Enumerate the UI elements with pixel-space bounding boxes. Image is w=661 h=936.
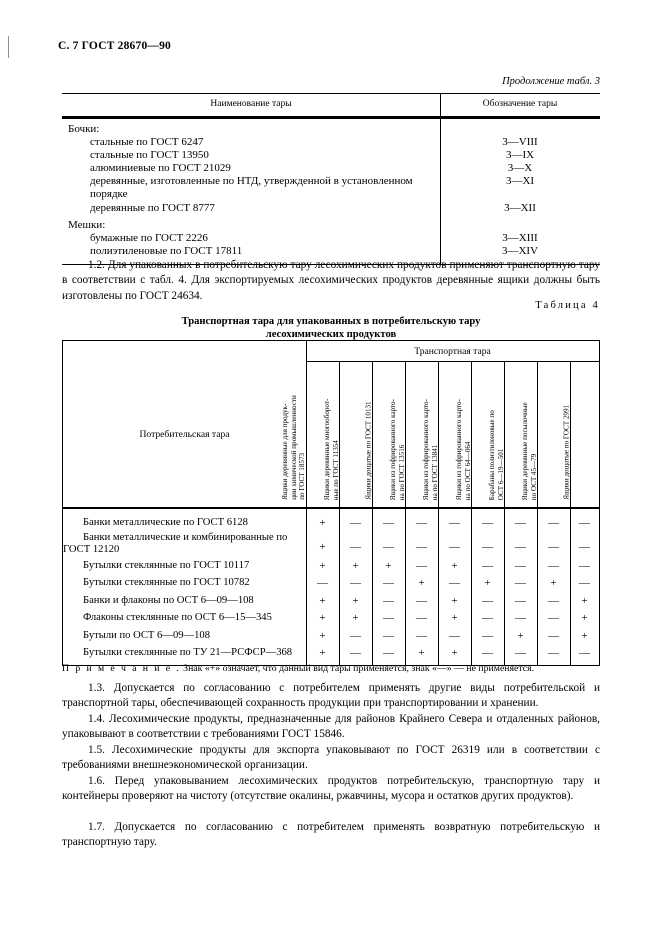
table-cell-code: 3—XII (504, 201, 536, 214)
table-cell-mark: — (548, 647, 559, 660)
col-header-line: на по ОСТ 64—064 (463, 441, 472, 500)
table-cell-code: 3—XIV (501, 245, 539, 258)
table-4-group-header-label: Транспортная тара (414, 346, 491, 357)
table-cell-mark: — (383, 577, 394, 590)
table-cell-mark: — (579, 647, 590, 660)
table-4 (62, 340, 600, 666)
table-cell-mark: + (550, 577, 557, 590)
table-cell-name: деревянные по ГОСТ 8777 (90, 201, 215, 214)
table-row (63, 592, 599, 610)
table-row (63, 532, 599, 557)
col-header-line: Барабаны полиэтиленовые по (487, 410, 496, 500)
paragraph-1-2-text: 1.2. Для упакованных в потребительскую тару лесохимических продуктов применяют транспортную тару в соответствии с табл. 4. Для экспортируемых лесохимических продуктов деревянные ящики должны быть изготовлены по ГОСТ 24634. (62, 259, 600, 302)
table-row (62, 232, 600, 245)
table-cell-mark: + (418, 647, 425, 660)
table-cell-mark: — (579, 540, 590, 553)
table-row (63, 514, 599, 532)
table-3-continuation (62, 93, 600, 265)
table-cell-mark: + (319, 629, 326, 642)
paragraph-1-6 (62, 774, 600, 805)
table-cell-product: Банки металлические по ГОСТ 6128 (83, 517, 248, 529)
table-cell-mark: + (319, 559, 326, 572)
table-cell-mark: — (482, 629, 493, 642)
table-cell-mark: — (482, 517, 493, 530)
table-4-caption-line-2: лесохимических продуктов (265, 328, 397, 340)
table-cell-mark: + (352, 594, 359, 607)
table-cell-mark: — (548, 594, 559, 607)
table-cell-name: алюминиевые по ГОСТ 21029 (90, 162, 231, 175)
table-cell-mark: — (548, 540, 559, 553)
col-header-line: на по ГОСТ 13516 (397, 444, 406, 500)
table-4-note-prefix: П р и м е ч а н и е . (62, 663, 181, 674)
table-cell-product-line-2: ГОСТ 12120 (63, 544, 120, 556)
table-4-caption (62, 316, 600, 341)
col-header-line: Ящики дощатые по ГОСТ 10131 (364, 401, 373, 500)
paragraph-1-7 (62, 820, 600, 851)
table-4-body (63, 509, 599, 665)
table-cell-mark: — (449, 540, 460, 553)
table-row (63, 609, 599, 627)
table-3-col-header-name: Наименование тары (210, 99, 292, 109)
col-header-line: по ОСТ 45—79 (529, 453, 538, 500)
col-header-line: Ящики деревянные посылочные (520, 402, 529, 500)
table-cell-mark: + (484, 577, 491, 590)
table-row (62, 162, 600, 175)
table-cell-mark: — (515, 647, 526, 660)
paragraph-1-5-text: 1.5. Лесохимические продукты для экспорта упаковывают по ГОСТ 26319 или в соответствии с требованиями внешнеэкономической организации. (62, 744, 600, 772)
paragraph-1-4 (62, 712, 600, 743)
table-cell-mark: — (416, 540, 427, 553)
table-row (62, 175, 600, 188)
table-cell-mark: — (350, 540, 361, 553)
table-4-note-text: Знак «+» означает, что данный вид тары применяется, знак «—» — не применяется. (180, 663, 535, 674)
table-cell-product: Банки и флаконы по ОСТ 6—09—108 (83, 594, 254, 606)
table-cell-mark: — (515, 540, 526, 553)
table-cell-mark: — (548, 629, 559, 642)
paragraph-1-3 (62, 681, 600, 712)
table-row (62, 136, 600, 149)
col-header-line: Ящики из гофрированного карто- (454, 398, 463, 500)
table-row (63, 644, 599, 662)
table-cell-name: Бочки: (68, 122, 100, 135)
table-cell-mark: + (319, 540, 326, 553)
table-cell-mark: + (451, 612, 458, 625)
table-cell-mark: — (579, 517, 590, 530)
col-header-line: ОСТ 6—19—501 (496, 448, 505, 500)
table-cell-mark: + (319, 594, 326, 607)
table-cell-mark: + (352, 559, 359, 572)
table-cell-mark: — (416, 629, 427, 642)
table-cell-mark: + (451, 559, 458, 572)
table-cell-mark: — (317, 577, 328, 590)
col-header-line: ные по ГОСТ 11354 (331, 439, 340, 500)
running-head: С. 7 ГОСТ 28670—90 (58, 40, 171, 52)
table-4-col-header-8-text (521, 362, 538, 502)
table-cell-mark: — (449, 577, 460, 590)
col-header-line: Ящики из гофрированного карто- (388, 398, 397, 500)
table-row (63, 574, 599, 592)
table-4-number: Таблица 4 (535, 300, 600, 311)
table-cell-mark: + (451, 594, 458, 607)
table-cell-product: Бутылки стеклянные по ГОСТ 10782 (83, 577, 250, 589)
table-cell-mark: + (581, 629, 588, 642)
table-cell-mark: — (482, 559, 493, 572)
table-cell-name: Мешки: (68, 218, 106, 231)
table-row (62, 245, 600, 258)
paragraph-1-2 (62, 258, 600, 304)
table-cell-mark: — (350, 629, 361, 642)
paragraph-1-4-text: 1.4. Лесохимические продукты, предназначенные для районов Крайнего Севера и отдаленных районов, упаковывают в соответствии с требованиями ГОСТ 15846. (62, 713, 600, 741)
table-cell-mark: — (579, 559, 590, 572)
table-cell-product: Бутылки стеклянные по ТУ 21—РСФСР—368 (83, 647, 293, 659)
table-cell-mark: — (416, 517, 427, 530)
table-cell-mark: + (418, 577, 425, 590)
table-cell-product: Флаконы стеклянные по ОСТ 6—15—345 (83, 612, 272, 624)
table-cell-mark: — (383, 540, 394, 553)
table-cell-mark: + (319, 517, 326, 530)
table-4-col-header-4-text (389, 362, 406, 502)
table-continuation-label: Продолжение табл. 3 (502, 76, 600, 87)
table-cell-mark: — (482, 612, 493, 625)
table-cell-code: 3—XIII (502, 232, 538, 244)
col-header-line: на по ГОСТ 13841 (430, 444, 439, 500)
table-cell-mark: — (416, 612, 427, 625)
table-cell-mark: + (517, 629, 524, 642)
table-cell-mark: — (350, 577, 361, 590)
table-cell-mark: — (383, 594, 394, 607)
table-cell-mark: — (449, 517, 460, 530)
table-4-col-header-6-text (455, 362, 472, 502)
table-cell-mark: — (416, 594, 427, 607)
paragraph-1-6-text: 1.6. Перед упаковыванием лесохимических продуктов потребительскую, транспортную тару и контейнеры проверяют на чистоту (отсутствие окалины, ржавчины, мусора и остатков других продуктов). (62, 775, 600, 803)
table-cell-mark: — (548, 559, 559, 572)
table-row (62, 149, 600, 162)
paragraph-1-7-text: 1.7. Допускается по согласованию с потребителем применять возвратную потребительскую и транспортную тару. (62, 821, 600, 849)
spine-rule (8, 36, 9, 58)
table-4-col-header-2-text (323, 362, 340, 502)
table-cell-mark: — (482, 594, 493, 607)
table-cell-name: бумажные по ГОСТ 2226 (90, 232, 208, 244)
table-cell-name: деревянные, изготовленные по НТД, утвержденной в установленном (90, 175, 413, 188)
table-row (63, 627, 599, 645)
table-4-group-header-row (63, 341, 599, 361)
table-cell-name: полиэтиленовые по ГОСТ 17811 (90, 245, 243, 258)
table-cell-product (63, 531, 307, 557)
table-cell-mark: — (548, 517, 559, 530)
paragraph-1-5 (62, 743, 600, 774)
table-4-column-header-row (63, 361, 599, 507)
table-4-col-header-9 (562, 361, 599, 507)
col-header-line: ции химической промышленности (289, 395, 298, 500)
col-header-line: Ящики дощатые по ГОСТ 2991 (562, 405, 571, 500)
table-cell-mark: — (482, 647, 493, 660)
table-3-col-header-code: Обозначение тары (482, 99, 558, 109)
table-cell-mark: — (383, 629, 394, 642)
table-cell-mark: — (350, 647, 361, 660)
table-row (62, 123, 600, 136)
table-cell-mark: + (385, 559, 392, 572)
table-cell-name: стальные по ГОСТ 6247 (90, 135, 204, 148)
table-cell-code: 3—XI (505, 175, 535, 188)
table-cell-mark: + (319, 647, 326, 660)
table-cell-mark: — (515, 612, 526, 625)
table-cell-mark: — (449, 629, 460, 642)
table-cell-mark: — (383, 517, 394, 530)
table-cell-product: Бутыли по ОСТ 6—09—108 (83, 629, 211, 641)
table-cell-name: порядке (90, 188, 128, 201)
table-3-header-row (62, 94, 600, 116)
table-cell-mark: + (319, 612, 326, 625)
table-4-caption-line-1: Транспортная тара для упакованных в потребительскую тару (181, 316, 481, 327)
table-cell-mark: — (482, 540, 493, 553)
table-4-stub-header: Потребительская тара (139, 428, 230, 440)
table-cell-mark: — (350, 517, 361, 530)
table-cell-code: 3—VIII (502, 135, 538, 148)
table-cell-mark: — (383, 647, 394, 660)
table-cell-mark: — (515, 559, 526, 572)
table-cell-name: стальные по ГОСТ 13950 (90, 148, 209, 161)
table-cell-mark: — (548, 612, 559, 625)
table-4-col-header-1-text (281, 362, 307, 502)
table-cell-mark: — (416, 559, 427, 572)
col-header-line: по ГОСТ 18573 (298, 453, 307, 500)
table-cell-code: 3—X (507, 162, 533, 175)
table-cell-mark: — (515, 577, 526, 590)
table-cell-mark: — (579, 577, 590, 590)
table-cell-mark: — (515, 517, 526, 530)
table-cell-product: Бутылки стеклянные по ГОСТ 10117 (83, 559, 250, 571)
col-header-line: Ящики деревянные многооборот- (322, 398, 331, 500)
table-row (62, 202, 600, 215)
table-cell-mark: — (383, 612, 394, 625)
table-4-col-header-7-text (488, 362, 505, 502)
paragraph-1-3-text: 1.3. Допускается по согласованию с потребителем применять другие виды потребительской и транспортной тары, обеспечивающей сохранность продукции при транспортировании и хранении. (62, 682, 600, 710)
table-cell-mark: — (515, 594, 526, 607)
table-4-col-header-5-text (422, 362, 439, 502)
table-cell-code: 3—IX (505, 148, 535, 161)
table-cell-product-line-1: Банки металлические и комбинированные по (83, 531, 288, 543)
table-cell-mark: + (581, 612, 588, 625)
table-4-note (62, 662, 600, 675)
table-4-col-header-3-text (364, 362, 373, 502)
table-4-col-header-9-text (562, 362, 571, 502)
col-header-line: Ящики из гофрированного карто- (421, 398, 430, 500)
table-cell-mark: + (581, 594, 588, 607)
table-row (63, 557, 599, 575)
table-row (62, 188, 600, 201)
col-header-line: Ящики деревянные для продук- (281, 403, 290, 500)
table-cell-mark: + (352, 612, 359, 625)
table-row (62, 219, 600, 232)
table-3-body (62, 119, 600, 265)
table-cell-mark: + (451, 647, 458, 660)
